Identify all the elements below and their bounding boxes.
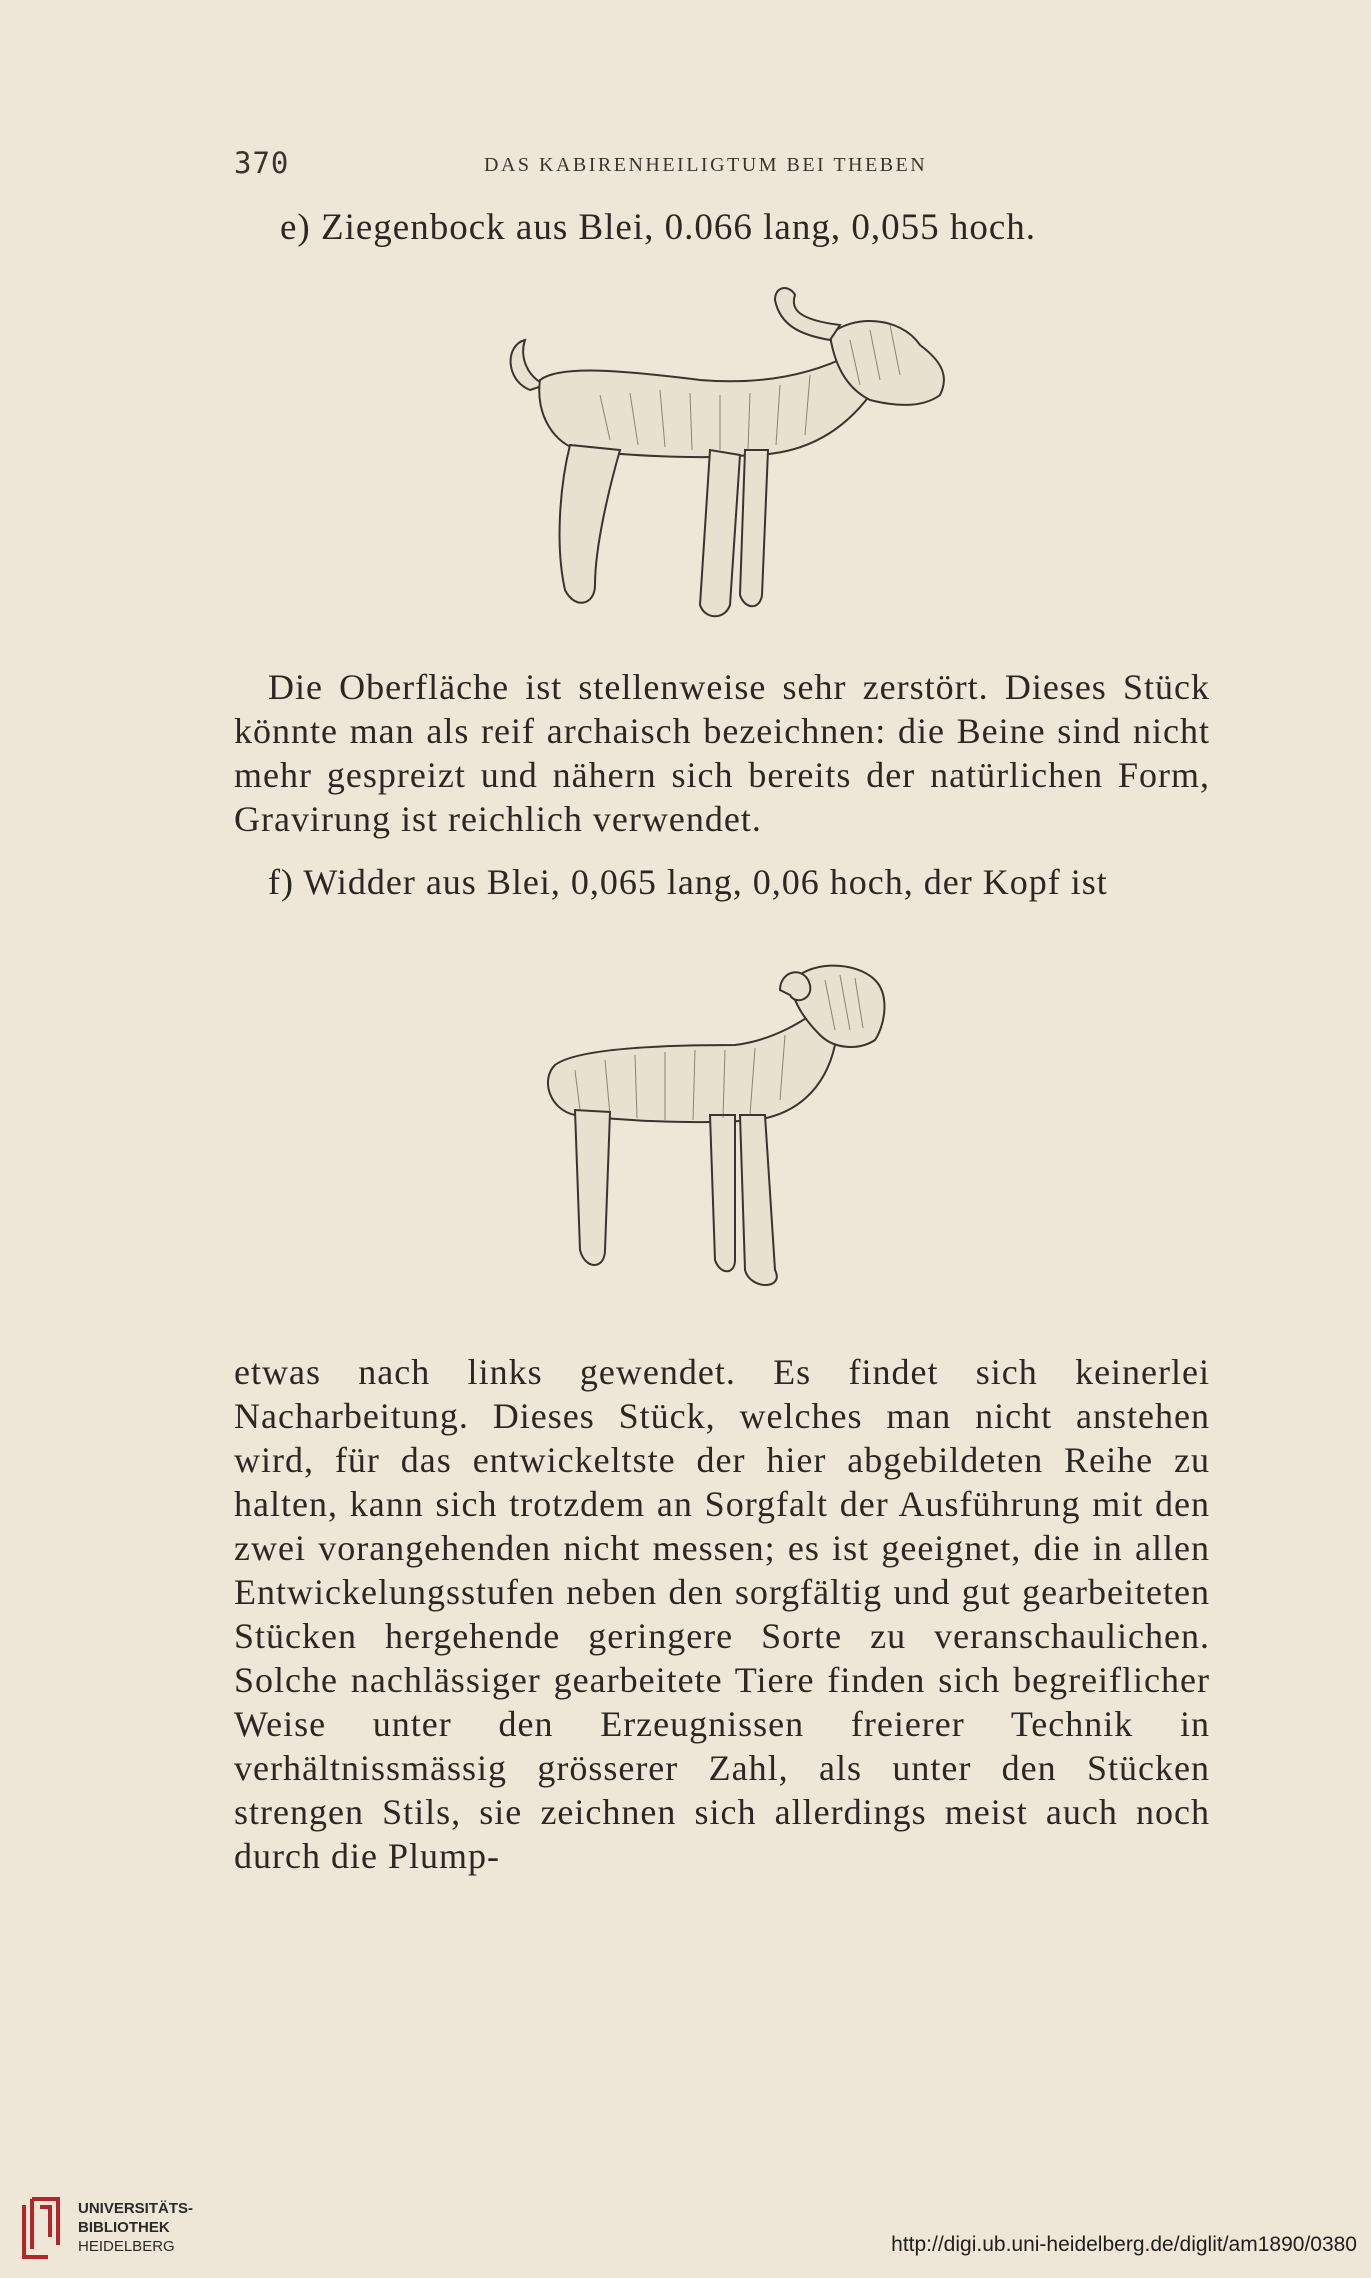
goat-figure [500, 285, 960, 635]
library-logo-text [78, 2199, 238, 2256]
goat-hind-leg [560, 445, 620, 603]
ram-front-leg [740, 1115, 777, 1285]
caption-e [234, 206, 1210, 250]
ram-body [548, 1005, 835, 1122]
logo-line-1: UNIVERSITÄTS- [78, 2200, 194, 2217]
goat-front-leg [700, 450, 740, 616]
logo-line-2: BIBLIOTHEK [78, 2219, 170, 2236]
library-logo-icon [18, 2195, 68, 2265]
caption-f [234, 860, 1210, 904]
page-number: 370 [234, 146, 290, 180]
paragraph-2 [234, 1350, 1210, 1878]
page-header [234, 146, 1210, 186]
paragraph-1 [234, 665, 1210, 841]
ram-hind-leg [575, 1110, 610, 1265]
paragraph-2-text: etwas nach links gewendet. Es findet sich keinerlei Nacharbeitung. Dieses Stück, welches man nicht anstehen wird, für das entwickeltste der hier abgebildeten Reihe zu halten, kann sich trotzdem an Sorgfalt der Ausführung mit den zwei vorangehenden nicht messen; es ist geeignet, die in allen Entwickelungsstufen neben den sorgfältig und gut gearbeiteten Stücken hergehende geringere Sorte zu veranschaulichen. Solche nachlässiger gearbeitete Tiere finden sich begreiflicher Weise unter den Erzeugnissen freierer Technik in verhältnissmässig grösserer Zahl, als unter den Stücken strengen Stils, sie zeichnen sich allerdings meist auch noch durch die Plump- [234, 1352, 1210, 1876]
paragraph-1-text: Die Oberfläche ist stellenweise sehr zerstört. Dieses Stück könnte man als reif archaisch bezeichnen: die Beine sind nicht mehr gespreizt und nähern sich bereits der natürlichen Form, Gravirung ist reichlich verwendet. [234, 667, 1210, 839]
goat-body [539, 355, 870, 457]
source-url-link[interactable]: http://digi.ub.uni-heidelberg.de/diglit/am1890/0380 [891, 2233, 1357, 2256]
logo-line-3: HEIDELBERG [78, 2238, 175, 2255]
caption-e-text: e) Ziegenbock aus Blei, 0.066 lang, 0,055 hoch. [280, 207, 1036, 248]
library-logo[interactable] [18, 2195, 238, 2265]
caption-f-text: f) Widder aus Blei, 0,065 lang, 0,06 hoch, der Kopf ist [268, 862, 1108, 902]
ram-figure [535, 950, 915, 1330]
ram-horn [780, 972, 810, 1000]
ram-front-leg-2 [710, 1115, 735, 1271]
goat-horn [775, 288, 840, 340]
goat-front-leg-2 [740, 450, 768, 606]
running-title: DAS KABIRENHEILIGTUM BEI THEBEN [484, 154, 928, 176]
